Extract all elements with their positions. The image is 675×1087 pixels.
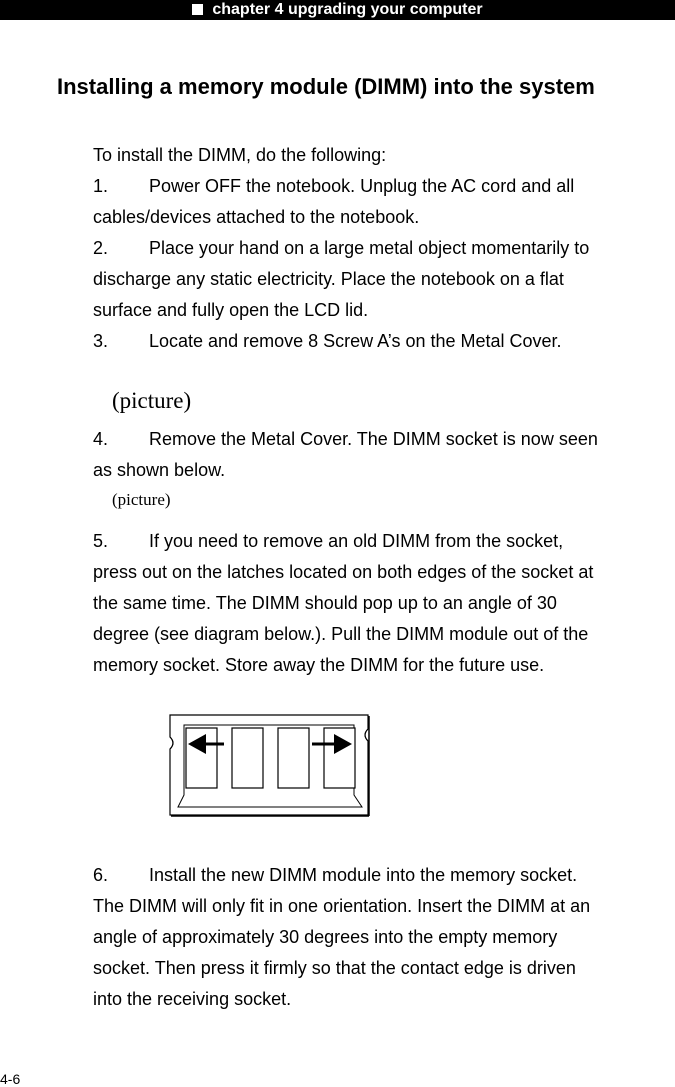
chip-slot-4 (324, 728, 355, 788)
step-6 (93, 860, 675, 1015)
step-2-number: 2. (93, 238, 109, 258)
step-1-line-1 (93, 171, 675, 202)
step-5-line-4: degree (see diagram below.). Pull the DIMM module out of the (93, 624, 589, 644)
step-5-line-3: the same time. The DIMM should pop up to an angle of 30 (93, 593, 557, 613)
chip-slot-2 (232, 728, 263, 788)
square-bullet-icon (192, 4, 203, 15)
step-6-line-3: angle of approximately 30 degrees into the empty memory (93, 927, 558, 947)
step-1-line-2: cables/devices attached to the notebook. (93, 207, 420, 227)
step-1-number: 1. (93, 176, 109, 196)
dimm-socket-latch-diagram (166, 711, 376, 819)
step-6-text: Install the new DIMM module into the memory socket. (149, 865, 578, 885)
step-5-text: If you need to remove an old DIMM from the socket, (149, 531, 564, 551)
page-number: 4-6 (0, 1071, 21, 1087)
step-6-line-1 (93, 860, 675, 891)
step-2-text: Place your hand on a large metal object momentarily to (149, 238, 590, 258)
chapter-header-bar (0, 0, 675, 20)
step-5-line-5: memory socket. Store away the DIMM for the future use. (93, 655, 545, 675)
step-6-number: 6. (93, 865, 109, 885)
step-3-text: Locate and remove 8 Screw A’s on the Metal Cover. (149, 331, 562, 351)
step-5-number: 5. (93, 531, 109, 551)
step-6-line-5: into the receiving socket. (93, 989, 292, 1009)
steps-1-to-3 (93, 171, 675, 357)
step-4 (93, 424, 675, 486)
chapter-title: chapter 4 upgrading your computer (212, 1, 483, 18)
step-3-number: 3. (93, 331, 109, 351)
step-1-text: Power OFF the notebook. Unplug the AC cord and all (149, 176, 575, 196)
step-3-line-1 (93, 326, 675, 357)
step-2-line-3: surface and fully open the LCD lid. (93, 300, 369, 320)
step-2-line-1 (93, 233, 675, 264)
section-title: Installing a memory module (DIMM) into the system (57, 74, 595, 99)
step-6-line-4: socket. Then press it firmly so that the contact edge is driven (93, 958, 576, 978)
step-5-line-2: press out on the latches located on both edges of the socket at (93, 562, 594, 582)
picture-placeholder-2: (picture) (112, 490, 171, 509)
step-4-text: Remove the Metal Cover. The DIMM socket is now seen (149, 429, 598, 449)
picture-placeholder-1: (picture) (112, 388, 192, 413)
step-4-line-2: as shown below. (93, 460, 226, 480)
step-5-line-1 (93, 526, 675, 557)
step-4-number: 4. (93, 429, 109, 449)
chip-slot-3 (278, 728, 309, 788)
intro-text: To install the DIMM, do the following: (93, 145, 387, 165)
step-4-line-1 (93, 424, 675, 455)
step-6-line-2: The DIMM will only fit in one orientation. Insert the DIMM at an (93, 896, 591, 916)
step-2-line-2: discharge any static electricity. Place the notebook on a flat (93, 269, 564, 289)
step-5 (93, 526, 675, 681)
